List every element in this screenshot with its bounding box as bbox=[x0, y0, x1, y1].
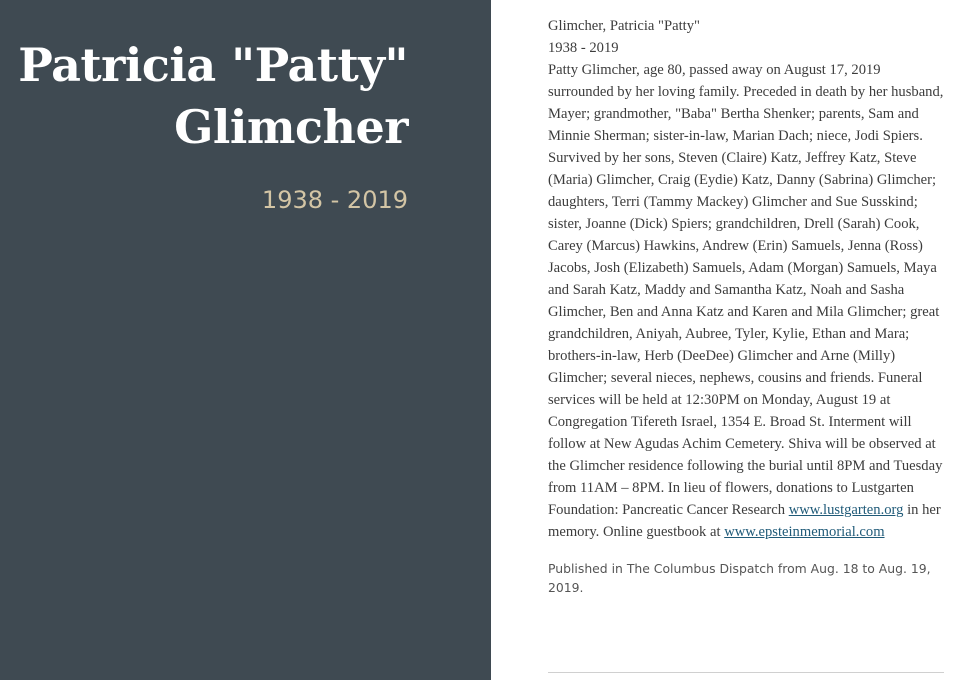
obituary-mid-text: in her memory. Online guestbook at bbox=[548, 502, 941, 540]
obituary-heading-name: Glimcher, Patricia "Patty" bbox=[548, 18, 700, 34]
obituary-text bbox=[548, 15, 944, 543]
lustgarten-link[interactable]: www.lustgarten.org bbox=[788, 502, 904, 518]
publication-info: Published in The Columbus Dispatch from Aug. 18 to Aug. 19, 2019. bbox=[548, 561, 931, 595]
obituary-content bbox=[548, 15, 944, 597]
obituary-heading-dates: 1938 - 2019 bbox=[548, 40, 619, 56]
guestbook-link[interactable]: www.epsteinmemorial.com bbox=[724, 524, 885, 540]
divider bbox=[548, 672, 944, 673]
life-dates: 1938 - 2019 bbox=[261, 186, 408, 214]
deceased-name bbox=[0, 34, 408, 158]
name-line-1: Patricia "Patty" bbox=[18, 38, 408, 92]
name-line-2: Glimcher bbox=[174, 100, 408, 154]
obituary-body: Patty Glimcher, age 80, passed away on August 17, 2019 surrounded by her loving family. Preceded in death by her husband, Mayer; grandmother, "Baba" Bertha Shenker; parents, Sam and Minnie Sherman; sister-in-law, Marian Dach; niece, Jodi Spiers. Survived by her sons, Steven (Claire) Katz, Jeffrey Katz, Steve (Maria) Glimcher, Craig (Eydie) Katz, Danny (Sabrina) Glimcher; daughters, Terri (Tammy Mackey) Glimcher and Sue Susskind; sister, Joanne (Dick) Spiers; grandchildren, Drell (Sarah) Cook, Carey (Marcus) Hawkins, Andrew (Erin) Samuels, Jenna (Ross) Jacobs, Josh (Elizabeth) Samuels, Adam (Morgan) Samuels, Maya and Sarah Katz, Maddy and Samantha Katz, Noah and Sasha Glimcher, Ben and Anna Katz and Karen and Mila Glimcher; great grandchildren, Aniyah, Aubree, Tyler, Kylie, Ethan and Mara; brothers-in-law, Herb (DeeDee) Glimcher and Arne (Milly) Glimcher; several nieces, nephews, cousins and friends. Funeral services will be held at 12:30PM on Monday, August 19 at Congregation Tifereth Israel, 1354 E. Broad St. Interment will follow at New Agudas Achim Cemetery. Shiva will be observed at the Glimcher residence following the burial until 8PM and Tuesday from 11AM – 8PM. In lieu of flowers, donations to Lustgarten Foundation: Pancreatic Cancer Research bbox=[548, 62, 944, 518]
